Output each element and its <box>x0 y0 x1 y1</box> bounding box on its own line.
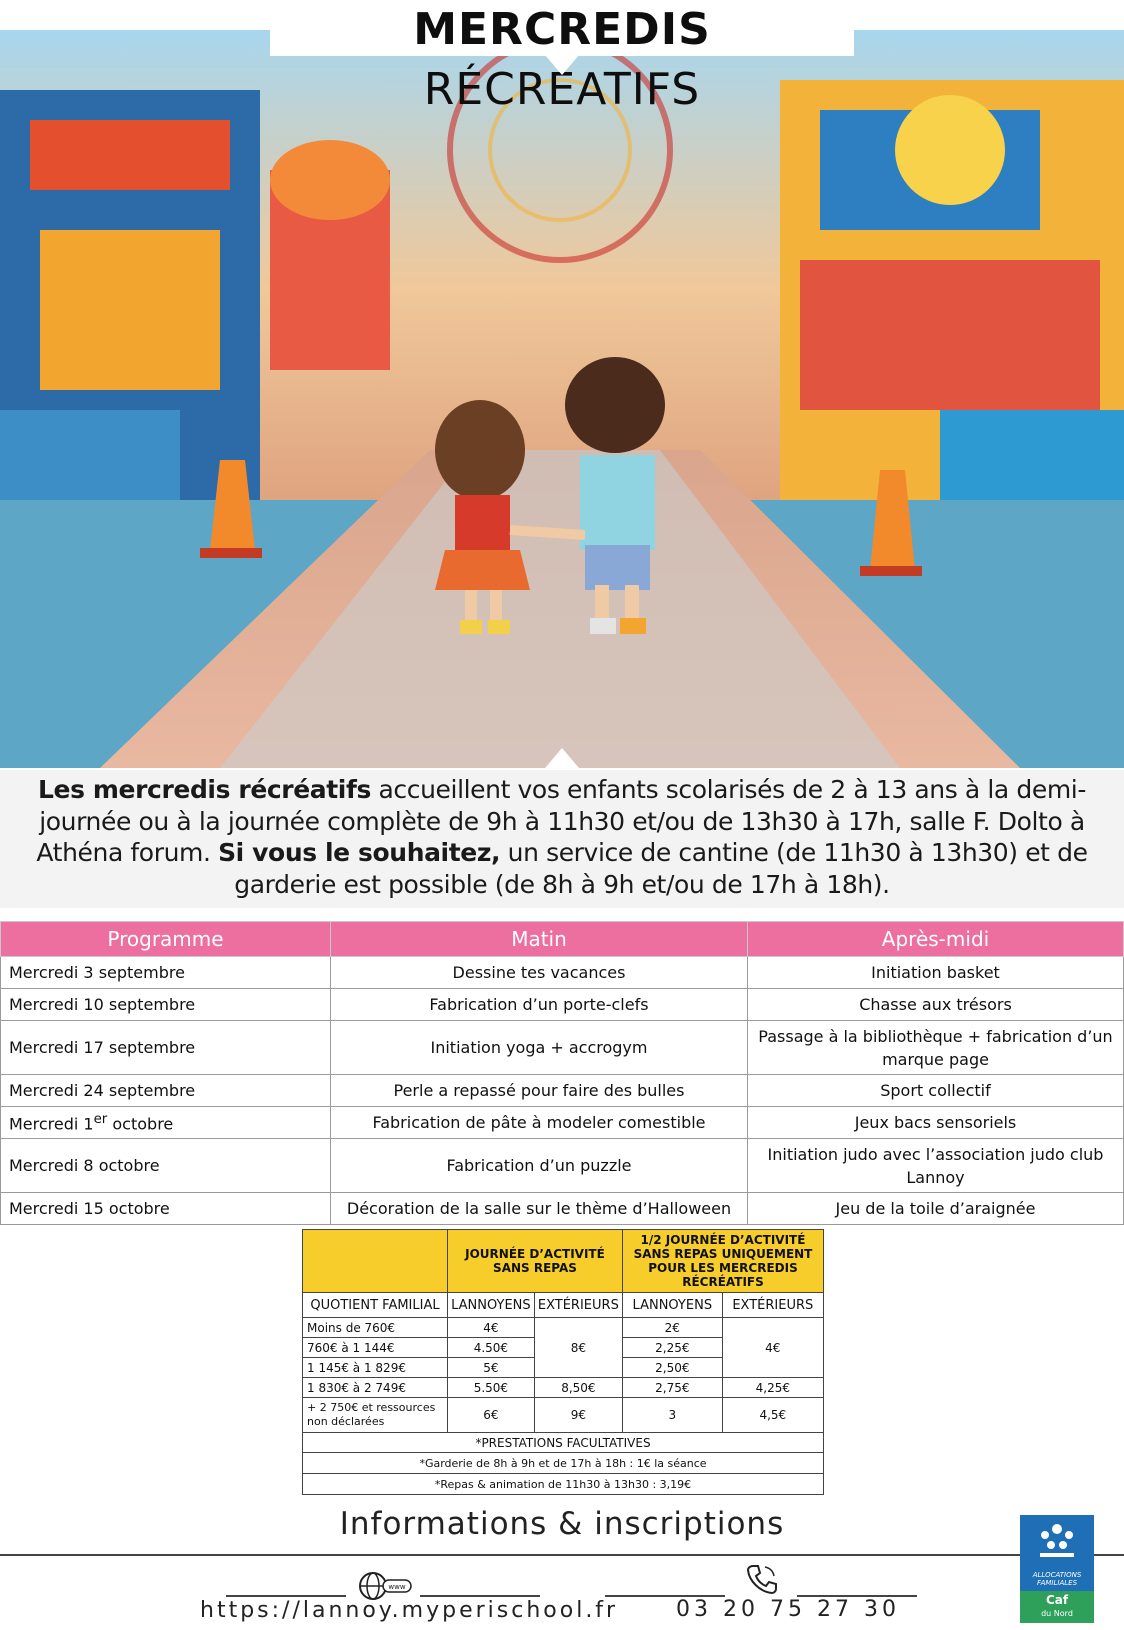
phone-link[interactable]: 03 20 75 27 30 <box>676 1597 900 1622</box>
programme-header-row <box>1 922 1124 957</box>
table-row <box>303 1378 824 1398</box>
matin-cell: Fabrication d’un porte-clefs <box>331 989 748 1021</box>
d-lan-cell: 2€ <box>622 1318 722 1338</box>
j-lan-cell: 5.50€ <box>448 1378 535 1398</box>
qf-cell: Moins de 760€ <box>303 1318 448 1338</box>
caf-region: du Nord <box>1041 1609 1073 1618</box>
sub-d-exterieurs: EXTÉRIEURS <box>722 1293 823 1318</box>
table-row <box>1 1139 1124 1193</box>
hero-illustration <box>0 30 1124 768</box>
header-apres-midi: Après-midi <box>748 922 1124 957</box>
matin-cell: Dessine tes vacances <box>331 957 748 989</box>
d-lan-cell: 3 <box>622 1398 722 1433</box>
aprem-cell: Jeu de la toile d’araignée <box>748 1193 1124 1225</box>
matin-cell: Fabrication d’un puzzle <box>331 1139 748 1193</box>
d-ext-cell: 4,5€ <box>722 1398 823 1433</box>
matin-cell: Fabrication de pâte à modeler comestible <box>331 1107 748 1139</box>
table-row <box>1 1193 1124 1225</box>
aprem-cell: Passage à la bibliothèque + fabrication d’un marque page <box>748 1021 1124 1075</box>
j-lan-cell: 4.50€ <box>448 1338 535 1358</box>
info-title: Informations & inscriptions <box>339 1506 785 1542</box>
day-cell: Mercredi 3 septembre <box>1 957 331 989</box>
aprem-cell: Jeux bacs sensoriels <box>748 1107 1124 1139</box>
table-row <box>1 1107 1124 1139</box>
sub-j-lannoyens: LANNOYENS <box>448 1293 535 1318</box>
qf-cell: + 2 750€ et ressources non déclarées <box>303 1398 448 1433</box>
aprem-cell: Initiation basket <box>748 957 1124 989</box>
day-cell: Mercredi 8 octobre <box>1 1139 331 1193</box>
aprem-cell: Initiation judo avec l’association judo club Lannoy <box>748 1139 1124 1193</box>
matin-cell: Initiation yoga + accrogym <box>331 1021 748 1075</box>
col-demi-journee: 1/2 JOURNÉE D’ACTIVITÉ SANS REPAS UNIQUEMENT POUR LES MERCREDIS RÉCRÉATIFS <box>622 1230 823 1293</box>
tarif-table <box>302 1229 824 1495</box>
table-row <box>1 1075 1124 1107</box>
note-title-row <box>303 1433 824 1453</box>
intro-block <box>0 770 1124 908</box>
title-bold: MERCREDIS <box>413 4 711 55</box>
note-garderie: *Garderie de 8h à 9h et de 17h à 18h : 1€ la séance <box>303 1453 824 1474</box>
col-journee: JOURNÉE D’ACTIVITÉ SANS REPAS <box>448 1230 623 1293</box>
day-cell: Mercredi 10 septembre <box>1 989 331 1021</box>
title-notch <box>545 55 579 75</box>
intro-emphasis: Si vous le souhaitez, <box>218 838 501 867</box>
d-ext-cell: 4,25€ <box>722 1378 823 1398</box>
qf-cell: 1 145€ à 1 829€ <box>303 1358 448 1378</box>
programme-table <box>0 921 1124 1225</box>
day-prefix: Mercredi 1 <box>9 1114 94 1134</box>
poster-title <box>270 0 854 115</box>
tarif-subheader-row <box>303 1293 824 1318</box>
sub-j-exterieurs: EXTÉRIEURS <box>534 1293 622 1318</box>
note-row <box>303 1453 824 1474</box>
qf-cell: 1 830€ à 2 749€ <box>303 1378 448 1398</box>
caf-badge <box>1020 1591 1094 1623</box>
header-matin: Matin <box>331 922 748 957</box>
table-row <box>303 1398 824 1433</box>
d-lan-cell: 2,50€ <box>622 1358 722 1378</box>
aprem-cell: Chasse aux trésors <box>748 989 1124 1021</box>
table-row <box>1 957 1124 989</box>
day-cell <box>1 1107 331 1139</box>
j-lan-cell: 5€ <box>448 1358 535 1378</box>
hero-notch <box>545 748 579 768</box>
globe-www-label: www <box>388 1583 406 1591</box>
tarif-header-row <box>303 1230 824 1293</box>
caf-logo <box>1020 1515 1094 1623</box>
intro-lead: Les mercredis récréatifs <box>38 775 371 804</box>
website-link[interactable]: https://lannoy.myperischool.fr <box>200 1598 619 1623</box>
d-lan-cell: 2,75€ <box>622 1378 722 1398</box>
day-sup: er <box>93 1111 108 1127</box>
caf-label: ALLOCATIONS FAMILIALES <box>1032 1571 1082 1587</box>
tarif-corner <box>303 1230 448 1293</box>
header-programme: Programme <box>1 922 331 957</box>
qf-cell: 760€ à 1 144€ <box>303 1338 448 1358</box>
note-row <box>303 1474 824 1495</box>
aprem-cell: Sport collectif <box>748 1075 1124 1107</box>
intro-paragraph <box>0 770 1124 900</box>
rule-left-2 <box>420 1595 540 1597</box>
title-light: RÉCRÉATIFS <box>423 64 701 115</box>
note-repas: *Repas & animation de 11h30 à 13h30 : 3,19€ <box>303 1474 824 1495</box>
phone-icon <box>745 1562 779 1596</box>
note-title: *PRESTATIONS FACULTATIVES <box>303 1433 824 1453</box>
rule-left-1 <box>226 1595 346 1597</box>
day-cell: Mercredi 24 septembre <box>1 1075 331 1107</box>
d-ext-merged: 4€ <box>722 1318 823 1378</box>
footer-divider <box>0 1554 1124 1556</box>
table-row <box>1 1021 1124 1075</box>
j-lan-cell: 4€ <box>448 1318 535 1338</box>
sub-d-lannoyens: LANNOYENS <box>622 1293 722 1318</box>
j-ext-cell: 8,50€ <box>534 1378 622 1398</box>
j-lan-cell: 6€ <box>448 1398 535 1433</box>
j-ext-merged: 8€ <box>534 1318 622 1378</box>
sub-quotient: QUOTIENT FAMILIAL <box>303 1293 448 1318</box>
intro-text-2: un service de cantine (de 11h30 à 13h30) et de garderie est possible (de 8h à 9h et/ou de 17h à 18h). <box>234 838 1088 899</box>
table-row <box>303 1318 824 1338</box>
matin-cell: Perle a repassé pour faire des bulles <box>331 1075 748 1107</box>
intro-text-1: accueillent vos enfants scolarisés de 2 à 13 ans à la demi-journée ou à la journée complète de 9h à 11h30 et/ou de 13h30 à 17h, salle F. Dolto à Athéna forum. <box>36 775 1086 867</box>
day-suffix: octobre <box>107 1114 174 1134</box>
table-row <box>1 989 1124 1021</box>
day-cell: Mercredi 15 octobre <box>1 1193 331 1225</box>
d-lan-cell: 2,25€ <box>622 1338 722 1358</box>
day-cell: Mercredi 17 septembre <box>1 1021 331 1075</box>
j-ext-cell: 9€ <box>534 1398 622 1433</box>
matin-cell: Décoration de la salle sur le thème d’Halloween <box>331 1193 748 1225</box>
caf-name: Caf <box>1045 1593 1069 1607</box>
